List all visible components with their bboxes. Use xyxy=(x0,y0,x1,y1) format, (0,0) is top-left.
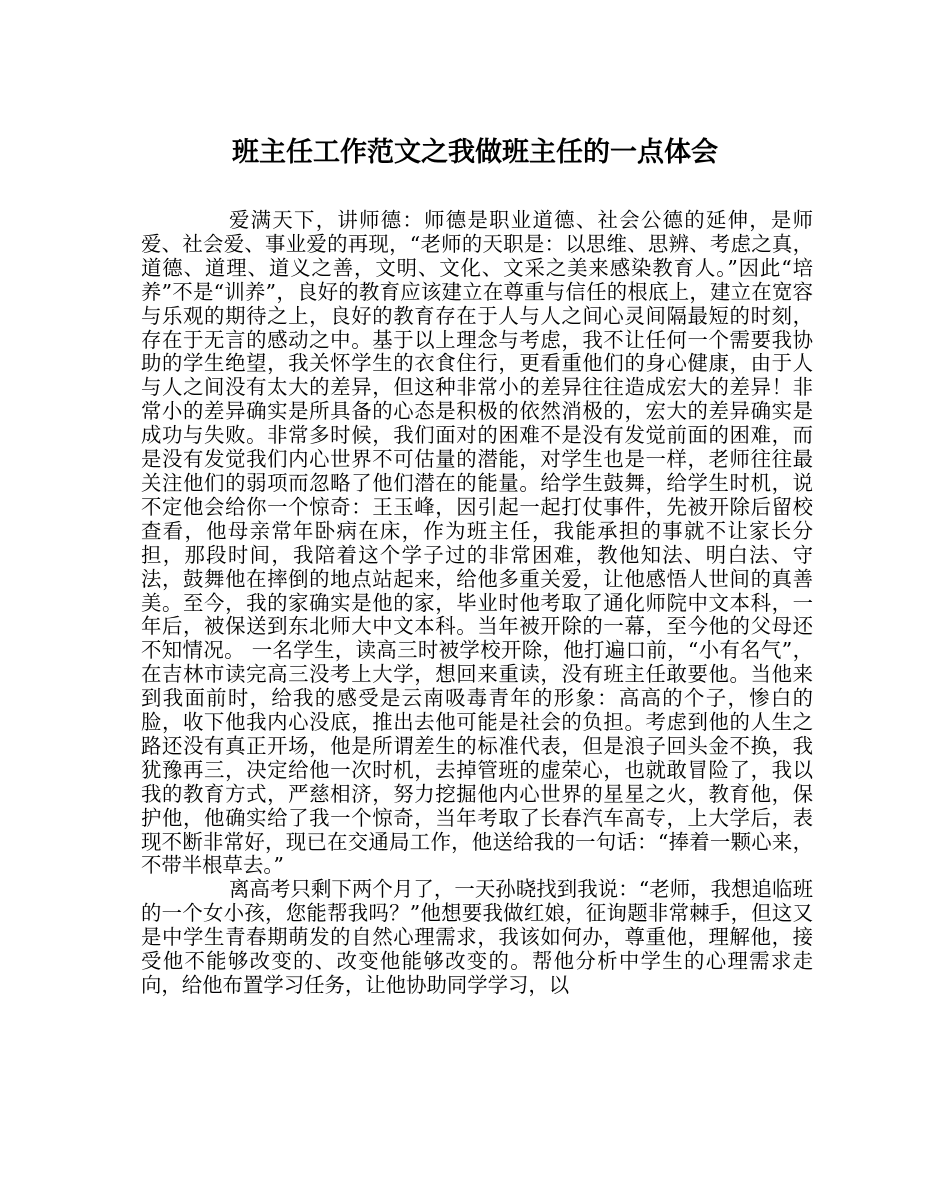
paragraph-1: 爱满天下，讲师德：师德是职业道德、社会公德的延伸，是师爱、社会爱、事业爱的再现，“老师的天职是：以思维、思辨、考虑之真，道德、道理、道义之善，文明、文化、文采之美来感染教育人。”因此“培养”不是“训养”，良好的教育应该建立在尊重与信任的根底上，建立在宽容与乐观的期待之上，良好的教育存在于人与人之间心灵间隔最短的时刻，存在于无言的感动之中。基于以上理念与考虑，我不让任何一个需要我协助的学生绝望，我关怀学生的衣食住行，更看重他们的身心健康，由于人与人之间没有太大的差异，但这种非常小的差异往往造成宏大的差异！非常小的差异确实是所具备的心态是积极的依然消极的，宏大的差异确实是成功与失败。非常多时候，我们面对的困难不是没有发觉前面的困难，而是没有发觉我们内心世界不可估量的潜能，对学生也是一样，老师往往最关注他们的弱项而忽略了他们潜在的能量。给学生鼓舞，给学生时机，说不定他会给你一个惊奇：王玉峰，因引起一起打仗事件，先被开除后留校查看，他母亲常年卧病在床，作为班主任，我能承担的事就不让家长分担，那段时间，我陪着这个学子过的非常困难，教他知法、明白法、守法，鼓舞他在摔倒的地点站起来，给他多重关爱，让他感悟人世间的真善美。至今，我的家确实是他的家，毕业时他考取了通化师院中文本科，一年后，被保送到东北师大中文本科。当年被开除的一幕，至今他的父母还不知情况。 一名学生，读高三时被学校开除，他打遍口前，“小有名气”，在吉林市读完高三没考上大学，想回来重读，没有班主任敢要他。当他来到我面前时，给我的感受是云南吸毒青年的形象：高高的个子，惨白的脸，收下他我内心没底，推出去他可能是社会的负担。考虑到他的人生之路还没有真正开场，他是所谓差生的标准代表，但是浪子回头金不换，我犹豫再三，决定给他一次时机，去掉管班的虚荣心，也就敢冒险了，我以我的教育方式，严慈相济，努力挖掘他内心世界的星星之火，教育他，保护他，他确实给了我一个惊奇，当年考取了长春汽车高专，上大学后，表现不断非常好，现已在交通局工作，他送给我的一句话：“捧着一颗心来，不带半根草去。” xyxy=(141,208,813,878)
paragraph-2: 离高考只剩下两个月了，一天孙晓找到我说：“老师，我想追临班的一个女小孩，您能帮我吗？”他想要我做红娘，征询题非常棘手，但这又是中学生青春期萌发的自然心理需求，我该如何办，尊重他，理解他，接受他不能够改变的、改变他能够改变的。帮他分析中学生的心理需求走向，给他布置学习任务，让他协助同学学习，以 xyxy=(141,877,813,997)
document-body xyxy=(141,209,813,998)
document-title: 班主任工作范文之我做班主任的一点体会 xyxy=(232,137,718,168)
